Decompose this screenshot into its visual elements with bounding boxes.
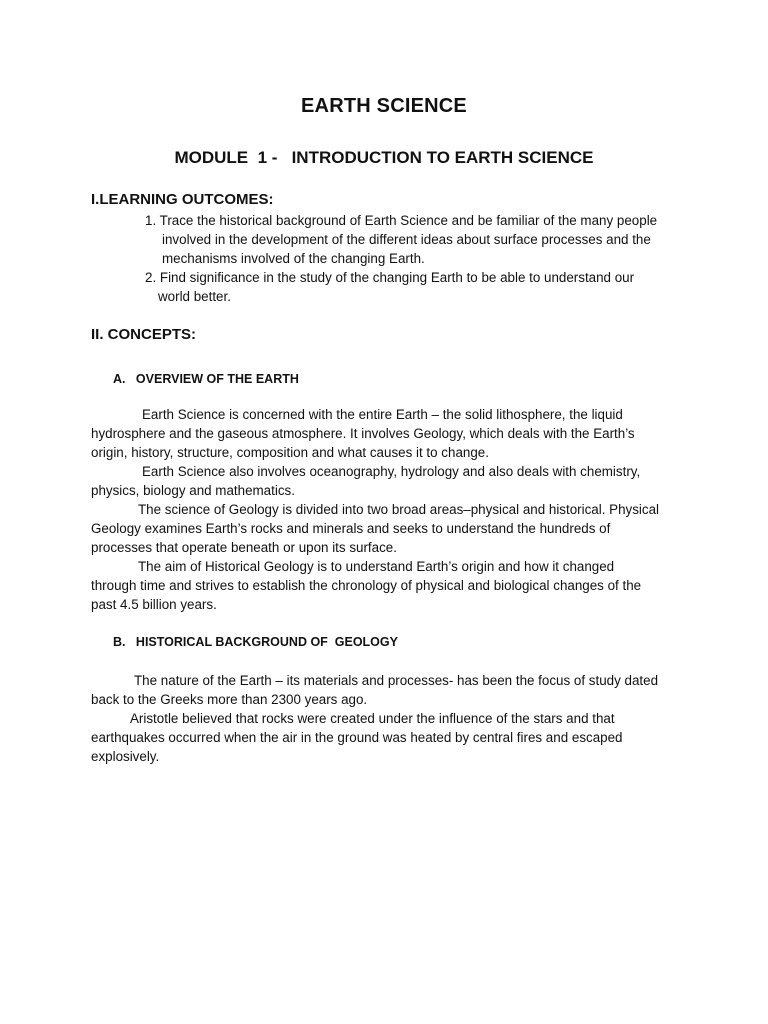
paragraph-line: origin, history, structure, composition and what causes it to change. xyxy=(91,445,489,460)
paragraph-line: physics, biology and mathematics. xyxy=(91,483,295,498)
paragraph-line: Aristotle believed that rocks were created under the influence of the stars and that xyxy=(130,711,615,726)
learning-outcome-2 xyxy=(145,268,685,306)
paragraph-line: earthquakes occurred when the air in the ground was heated by central fires and escaped xyxy=(91,730,623,745)
outcome-2-line-1: 2. Find significance in the study of the changing Earth to be able to understand our xyxy=(145,270,635,285)
paragraph-line: explosively. xyxy=(91,749,160,764)
section-b-paragraph-1 xyxy=(91,671,681,709)
paragraph-line: past 4.5 billion years. xyxy=(91,597,217,612)
module-title: MODULE 1 - INTRODUCTION TO EARTH SCIENCE xyxy=(174,148,594,167)
section-a-paragraph-3 xyxy=(91,500,681,557)
outcome-2-line-2: world better. xyxy=(158,289,231,304)
paragraph-line: through time and strives to establish the chronology of physical and biological changes of the xyxy=(91,578,642,593)
section-a-paragraph-1 xyxy=(91,405,681,462)
learning-outcomes-heading: I.LEARNING OUTCOMES: xyxy=(91,191,274,208)
paragraph-line: The science of Geology is divided into two broad areas–physical and historical. Physical xyxy=(138,502,660,517)
outcome-1-line-2: involved in the development of the different ideas about surface processes and the xyxy=(162,232,651,247)
section-b-heading: B. HISTORICAL BACKGROUND OF GEOLOGY xyxy=(113,635,398,649)
paragraph-line: Earth Science is concerned with the entire Earth – the solid lithosphere, the liquid xyxy=(142,407,623,422)
paragraph-line: Geology examines Earth’s rocks and minerals and seeks to understand the hundreds of xyxy=(91,521,611,536)
paragraph-line: The aim of Historical Geology is to understand Earth’s origin and how it changed xyxy=(138,559,615,574)
paragraph-line: hydrosphere and the gaseous atmosphere. It involves Geology, which deals with the Earth’s xyxy=(91,426,635,441)
concepts-heading: II. CONCEPTS: xyxy=(91,326,197,343)
outcome-1-line-1: 1. Trace the historical background of Earth Science and be familiar of the many people xyxy=(145,213,658,228)
paragraph-line: processes that operate beneath or upon its surface. xyxy=(91,540,397,555)
learning-outcome-1 xyxy=(145,211,685,268)
section-a-paragraph-2 xyxy=(91,462,681,500)
section-a-heading: A. OVERVIEW OF THE EARTH xyxy=(113,372,299,386)
paragraph-line: The nature of the Earth – its materials and processes- has been the focus of study dated xyxy=(134,673,659,688)
document-title: EARTH SCIENCE xyxy=(301,95,467,117)
outcome-1-line-3: mechanisms involved of the changing Earth. xyxy=(162,251,425,266)
paragraph-line: back to the Greeks more than 2300 years ago. xyxy=(91,692,368,707)
section-b-paragraph-2 xyxy=(91,709,681,766)
section-a-paragraph-4 xyxy=(91,557,681,614)
paragraph-line: Earth Science also involves oceanography, hydrology and also deals with chemistry, xyxy=(142,464,641,479)
